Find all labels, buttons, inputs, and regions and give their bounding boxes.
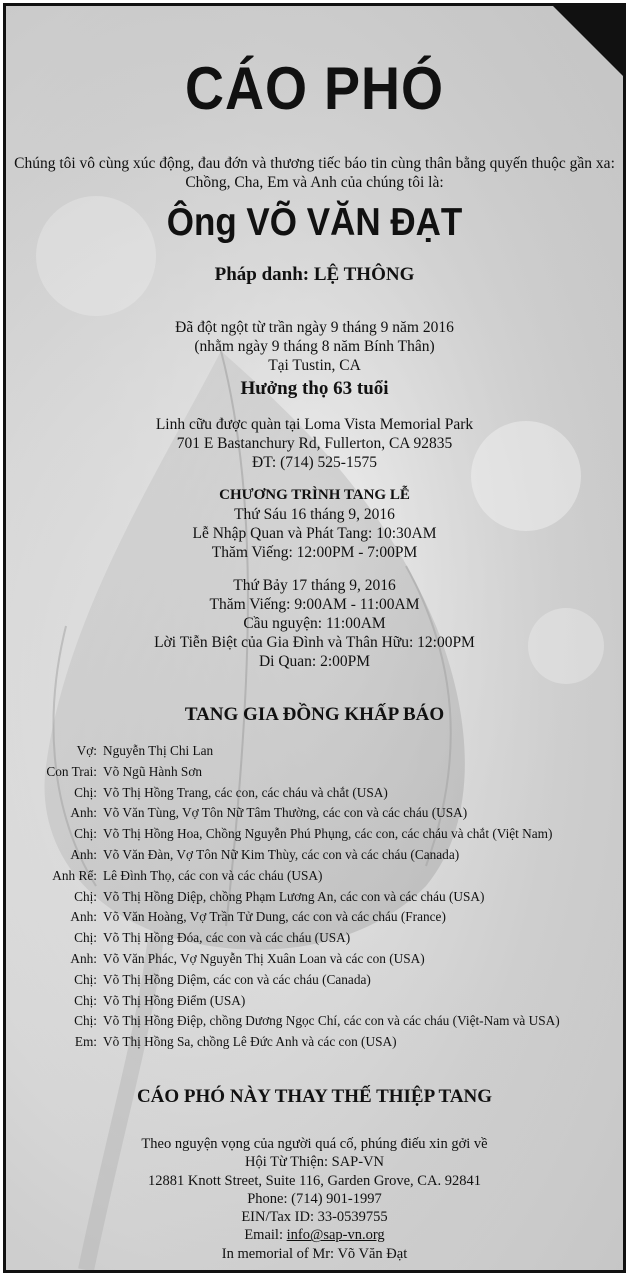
relation-label: Chị: [74,826,97,842]
relative-name: Võ Ngũ Hành Sơn [103,763,202,779]
interment-line: ĐT: (714) 525-1575 [252,454,377,471]
relation-label: Anh: [70,909,97,925]
ceremony-line: Di Quan: 2:00PM [258,653,371,670]
relative-name: Võ Thị Hồng Diệp, chồng Phạm Lương An, các con và các cháu (USA) [103,888,485,904]
relatives-list [6,743,623,1055]
relation-label: Anh: [70,805,97,821]
relative-name: Võ Văn Tùng, Vợ Tôn Nữ Tâm Thường, các con và các cháu (USA) [103,805,468,821]
relation-label: Chị: [74,992,97,1008]
ceremony-line: Thứ Bảy 17 tháng 9, 2016 [233,577,396,594]
relative-name: Võ Thị Hồng Đóa, các con và các cháu (USA) [103,930,351,946]
memorial-line: In memorial of Mr: Võ Văn Đạt [221,1245,408,1262]
charity-tax-id: EIN/Tax ID: 33-0539755 [241,1209,388,1226]
list-item [6,1034,623,1055]
intro-line: Chồng, Cha, Em và Anh của chúng tôi là: [185,174,444,191]
list-item [6,764,623,785]
passing-line: (nhằm ngày 9 tháng 8 năm Bính Thân) [194,338,435,355]
list-item [6,826,623,847]
ceremony-line: Thăm Viếng: 9:00AM - 11:00AM [209,596,420,613]
relative-name: Võ Thị Hồng Sa, chồng Lê Đức Anh và các con (USA) [103,1034,397,1050]
relative-name: Lê Đình Thọ, các con và các cháu (USA) [103,867,323,883]
list-item [6,951,623,972]
ceremony-line: Cầu nguyện: 11:00AM [243,615,386,632]
passing-line: Tại Tustin, CA [268,357,361,374]
ceremony-line: Thứ Sáu 16 tháng 9, 2016 [234,506,395,523]
relation-label: Vợ: [76,743,97,758]
age-line: Hưởng thọ 63 tuổi [240,378,389,399]
list-item [6,785,623,806]
relation-label: Em: [74,1034,97,1050]
email-link[interactable]: info@sap-vn.org [286,1227,385,1244]
list-item [6,993,623,1014]
ceremony-day1 [6,486,623,562]
relation-label: Anh: [70,846,97,862]
relation-label: Anh: [70,950,97,966]
ceremony-line: Lời Tiễn Biệt của Gia Đình và Thân Hữu: 12:00PM [154,634,475,651]
relation-label: Chị: [74,971,97,987]
ceremony-line: Thăm Viếng: 12:00PM - 7:00PM [211,544,418,561]
list-item [6,909,623,930]
list-item [6,1013,623,1034]
relation-label: Con Trai: [46,763,97,779]
list-item [6,972,623,993]
list-item [6,805,623,826]
relative-name: Nguyễn Thị Chi Lan [103,743,214,758]
ceremony-line: Lễ Nhập Quan và Phát Tang: 10:30AM [192,525,437,542]
interment-line: Linh cữu được quàn tại Loma Vista Memorial Park [155,416,474,433]
list-item [6,930,623,951]
relation-label: Chị: [74,1013,97,1029]
interment-line: 701 E Bastanchury Rd, Fullerton, CA 92835 [176,435,453,452]
dharma-name: Pháp danh: LỆ THÔNG [214,264,415,285]
ceremony-day2 [6,576,623,671]
relative-name: Võ Văn Đàn, Vợ Tôn Nữ Kim Thùy, các con và các cháu (Canada) [103,846,460,862]
donation-line: Theo nguyện vọng của người quá cố, phúng điếu xin gởi về [141,1136,488,1152]
intro-text [6,154,623,192]
donation-info [6,1135,623,1263]
family-heading: TANG GIA ĐỒNG KHẤP BÁO [184,704,445,725]
relation-label: Chị: [74,888,97,904]
charity-email-line [6,1226,623,1244]
list-item [6,889,623,910]
list-item [6,847,623,868]
relation-label: Chị: [74,930,97,946]
relative-name: Võ Văn Hoàng, Vợ Trần Tử Dung, các con và các cháu (France) [103,909,446,925]
intro-line: Chúng tôi vô cùng xúc động, đau đớn và thương tiếc báo tin cùng thân bằng quyến thuộc gần xa: [14,155,615,172]
charity-phone: Phone: (714) 901-1997 [247,1190,382,1207]
charity-address: 12881 Knott Street, Suite 116, Garden Grove, CA. 92841 [148,1172,481,1189]
list-item [6,743,623,764]
relation-label: Anh Rể: [52,867,97,883]
relative-name: Võ Văn Phác, Vợ Nguyễn Thị Xuân Loan và các con (USA) [103,950,425,966]
passing-info [6,318,623,375]
relation-label: Chị: [74,784,97,800]
deceased-name: Ông VÕ VĂN ĐẠT [166,201,463,244]
replacement-notice: CÁO PHÓ NÀY THAY THẾ THIỆP TANG [136,1086,493,1107]
passing-line: Đã đột ngột từ trần ngày 9 tháng 9 năm 2016 [175,319,454,336]
charity-name: Hội Từ Thiện: SAP-VN [244,1154,385,1171]
relative-name: Võ Thị Hồng Trang, các con, các cháu và chắt (USA) [103,784,388,800]
list-item [6,868,623,889]
relative-name: Võ Thị Hồng Điểm (USA) [103,992,246,1008]
relative-name: Võ Thị Hồng Điệp, chồng Dương Ngọc Chí, các con và các cháu (Việt-Nam và USA) [103,1013,560,1029]
obituary-frame [3,3,626,1273]
page-title: CÁO PHÓ [184,55,445,123]
ceremony-heading: CHƯƠNG TRÌNH TANG LỄ [219,487,410,503]
relative-name: Võ Thị Hồng Diệm, các con và các cháu (Canada) [103,971,371,987]
interment-info [6,415,623,472]
relative-name: Võ Thị Hồng Hoa, Chồng Nguyễn Phú Phụng, các con, các cháu và chắt (Việt Nam) [103,826,553,842]
email-label: Email: [244,1227,287,1244]
